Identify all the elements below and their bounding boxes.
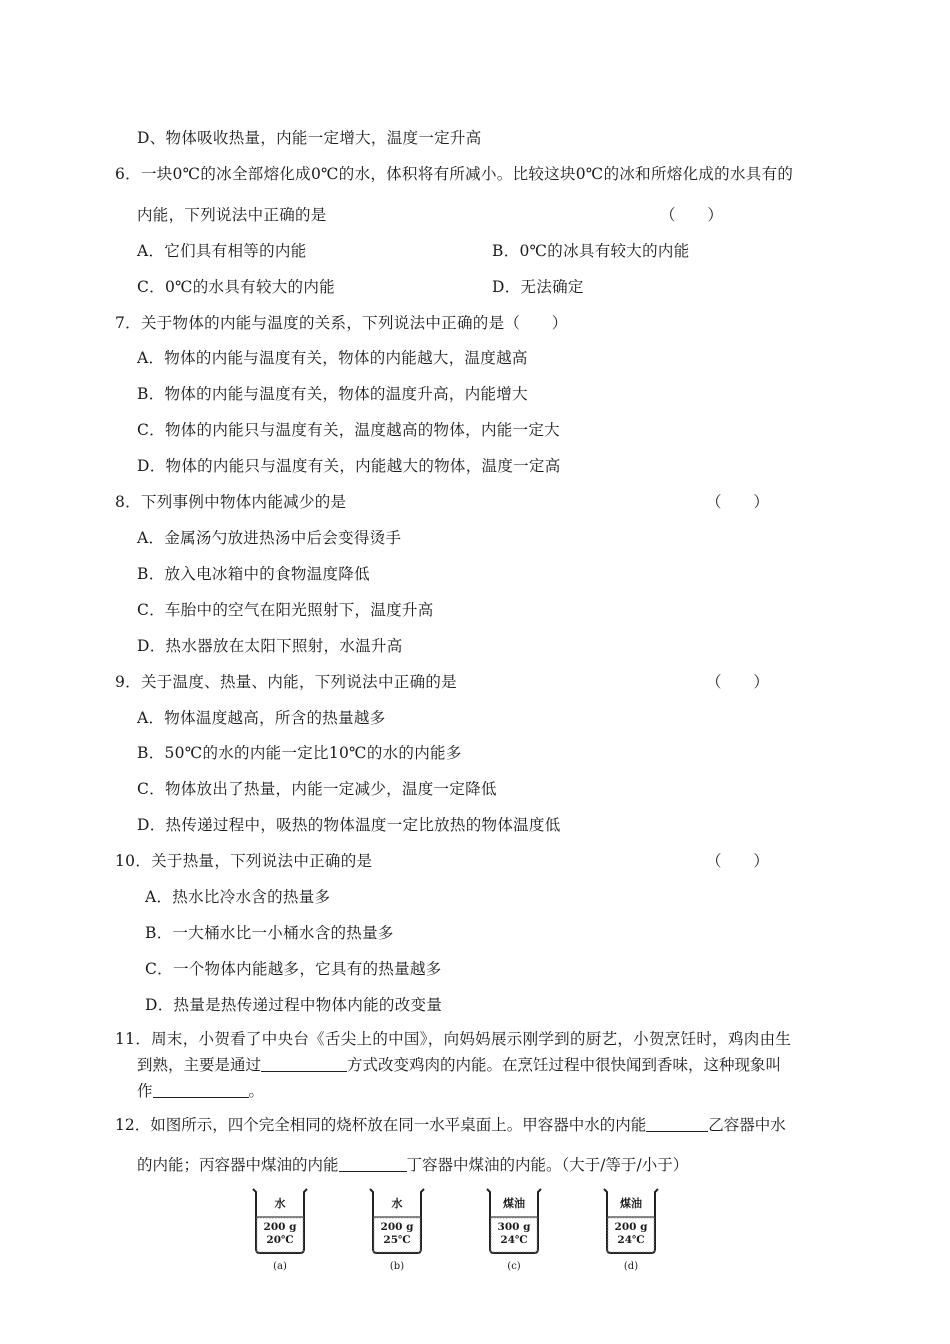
q7-option-b: B．物体的内能与温度有关，物体的温度升高，内能增大 <box>137 385 528 403</box>
beaker-d-tag: (d) <box>623 1261 639 1272</box>
q7-option-d: D．物体的内能只与温度有关，内能越大的物体，温度一定高 <box>137 457 561 475</box>
q12-text-b: 乙容器中水 <box>708 1116 786 1134</box>
q11-blank-1[interactable] <box>261 1055 347 1072</box>
q7-option-c: C．物体的内能只与温度有关，温度越高的物体，内能一定大 <box>137 421 560 439</box>
q8-option-c: C．车胎中的空气在阳光照射下，温度升高 <box>137 601 434 619</box>
q6-answer-paren: （ ） <box>660 206 724 224</box>
q7-option-a: A．物体的内能与温度有关，物体的内能越大，温度越高 <box>137 349 528 367</box>
q6-stem-line2: 内能，下列说法中正确的是 <box>137 206 327 224</box>
beaker-c-liquid: 煤油 <box>503 1197 525 1210</box>
beaker-a <box>251 1187 309 1255</box>
q10-answer-paren: （ ） <box>706 852 770 870</box>
beaker-a-tag: (a) <box>273 1261 287 1272</box>
beaker-c-mass: 300 g <box>497 1221 531 1233</box>
beaker-c-temp: 24℃ <box>500 1234 528 1246</box>
beaker-b-tag: (b) <box>389 1261 405 1272</box>
beaker-b-liquid: 水 <box>391 1197 403 1210</box>
q10-option-b: B．一大桶水比一小桶水含的热量多 <box>145 924 394 942</box>
q6-stem-line1: 6．一块0℃的冰全部熔化成0℃的水，体积将有所减小。比较这块0℃的冰和所熔化成的水具有的 <box>115 165 794 183</box>
q11-stem-line3 <box>137 1080 264 1102</box>
q11-stem-line1: 11．周末，小贺看了中央台《舌尖上的中国》，向妈妈展示刚学到的厨艺，小贺烹饪时，鸡肉由生 <box>115 1030 792 1048</box>
q9-stem: 9．关于温度、热量、内能，下列说法中正确的是 <box>115 673 457 691</box>
q6-option-d: D．无法确定 <box>492 278 584 296</box>
q10-option-c: C．一个物体内能越多，它具有的热量越多 <box>145 960 442 978</box>
q6-option-c: C．0℃的水具有较大的内能 <box>137 278 335 296</box>
q12-stem-line1 <box>115 1114 786 1136</box>
beaker-c <box>485 1187 543 1255</box>
q10-stem: 10．关于热量，下列说法中正确的是 <box>115 852 373 870</box>
beaker-a-liquid: 水 <box>274 1197 286 1210</box>
q9-option-b: B．50℃的水的内能一定比10℃的水的内能多 <box>137 744 462 762</box>
q11-stem-line2 <box>137 1054 781 1076</box>
q12-text-d: 丁容器中煤油的内能。（大于/等于/小于） <box>406 1156 689 1174</box>
q9-option-d: D．热传递过程中，吸热的物体温度一定比放热的物体温度低 <box>137 816 561 834</box>
beaker-b-mass: 200 g <box>380 1221 414 1233</box>
q10-option-d: D．热量是热传递过程中物体内能的改变量 <box>145 996 443 1014</box>
q9-option-a: A．物体温度越高，所含的热量越多 <box>137 709 386 727</box>
q11-blank-2[interactable] <box>153 1081 249 1098</box>
q12-text-a: 12．如图所示，四个完全相同的烧杯放在同一水平桌面上。甲容器中水的内能 <box>115 1116 647 1134</box>
q12-blank-1[interactable] <box>646 1115 708 1132</box>
q8-option-d: D．热水器放在太阳下照射，水温升高 <box>137 637 403 655</box>
beaker-a-temp: 20℃ <box>266 1234 294 1246</box>
q11-text-a: 到熟，主要是通过 <box>137 1056 262 1074</box>
q6-option-b: B．0℃的冰具有较大的内能 <box>492 242 690 260</box>
q8-option-a: A．金属汤勺放进热汤中后会变得烫手 <box>137 529 402 547</box>
q10-option-a: A．热水比冷水含的热量多 <box>145 888 331 906</box>
beaker-c-tag: (c) <box>507 1261 521 1272</box>
q11-text-b: 方式改变鸡肉的内能。在烹饪过程中很快闻到香味，这种现象叫 <box>347 1056 782 1074</box>
beaker-b-temp: 25℃ <box>383 1234 411 1246</box>
q8-answer-paren: （ ） <box>706 493 770 511</box>
q7-stem: 7．关于物体的内能与温度的关系，下列说法中正确的是（ ） <box>115 314 568 332</box>
q6-option-a: A．它们具有相等的内能 <box>137 242 307 260</box>
beaker-d-mass: 200 g <box>614 1221 648 1233</box>
q12-text-c: 的内能；丙容器中煤油的内能 <box>137 1156 339 1174</box>
q11-text-c: 作 <box>137 1082 153 1100</box>
q8-option-b: B．放入电冰箱中的食物温度降低 <box>137 565 370 583</box>
q11-text-d: 。 <box>248 1082 265 1100</box>
q5-option-d: D、物体吸收热量，内能一定增大，温度一定升高 <box>137 129 482 147</box>
beaker-b <box>368 1187 426 1255</box>
beaker-a-mass: 200 g <box>263 1221 297 1233</box>
beaker-d-temp: 24℃ <box>617 1234 645 1246</box>
q9-answer-paren: （ ） <box>706 673 770 691</box>
beaker-d-liquid: 煤油 <box>620 1197 642 1210</box>
beaker-d <box>602 1187 660 1255</box>
q8-stem: 8．下列事例中物体内能减少的是 <box>115 493 347 511</box>
q12-stem-line2 <box>137 1154 688 1176</box>
q12-blank-2[interactable] <box>339 1155 407 1172</box>
q9-option-c: C．物体放出了热量，内能一定减少，温度一定降低 <box>137 780 497 798</box>
